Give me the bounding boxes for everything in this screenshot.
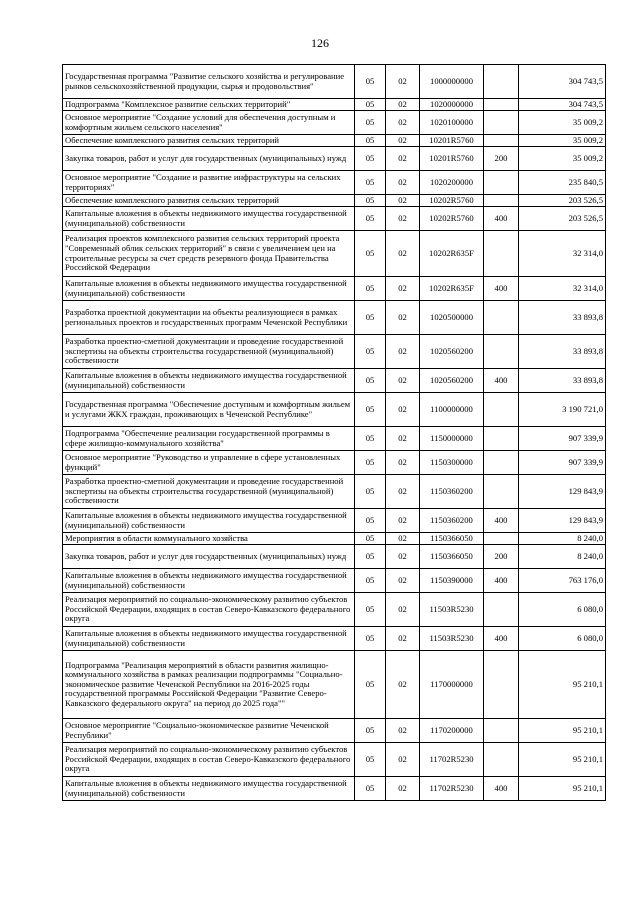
table-row — [63, 171, 606, 195]
row-target-article: 1000000000 — [420, 65, 484, 99]
row-section: 05 — [355, 207, 386, 231]
row-name: Государственная программа "Обеспечение доступным и комфортным жильем и услугами ЖКХ граждан, проживающих в Чеченской Республике" — [63, 393, 355, 427]
row-target-article: 1150390000 — [420, 569, 484, 593]
row-amount: 35 009,2 — [519, 135, 606, 147]
table-row — [63, 427, 606, 451]
row-expense-type: 200 — [484, 545, 519, 569]
row-section: 05 — [355, 719, 386, 743]
row-section: 05 — [355, 301, 386, 335]
row-amount: 304 743,5 — [519, 65, 606, 99]
table-row — [63, 777, 606, 801]
row-subsection: 02 — [386, 427, 420, 451]
row-target-article: 10202R5760 — [420, 207, 484, 231]
row-name: Капитальные вложения в объекты недвижимого имущества государственной (муниципальной) собственности — [63, 569, 355, 593]
table-row — [63, 231, 606, 277]
row-subsection: 02 — [386, 335, 420, 369]
row-target-article: 1100000000 — [420, 393, 484, 427]
row-amount: 33 893,8 — [519, 369, 606, 393]
table-row — [63, 393, 606, 427]
table-row — [63, 651, 606, 719]
table-row — [63, 369, 606, 393]
row-amount: 129 843,9 — [519, 509, 606, 533]
row-amount: 203 526,5 — [519, 195, 606, 207]
row-amount: 33 893,8 — [519, 335, 606, 369]
table-row — [63, 195, 606, 207]
row-expense-type — [484, 393, 519, 427]
row-subsection: 02 — [386, 475, 420, 509]
table-row — [63, 509, 606, 533]
row-expense-type — [484, 111, 519, 135]
row-amount: 907 339,9 — [519, 427, 606, 451]
row-expense-type: 400 — [484, 777, 519, 801]
row-name: Основное мероприятие "Руководство и управление в сфере установленных функций" — [63, 451, 355, 475]
row-section: 05 — [355, 533, 386, 545]
row-name: Подпрограмма "Обеспечение реализации государственной программы в сфере жилищно-коммунального хозяйства" — [63, 427, 355, 451]
row-target-article: 1170200000 — [420, 719, 484, 743]
row-target-article: 1150300000 — [420, 451, 484, 475]
row-subsection: 02 — [386, 65, 420, 99]
table-row — [63, 147, 606, 171]
row-name: Реализация мероприятий по социально-экономическому развитию субъектов Российской Федерации, входящих в состав Северо-Кавказского федерального округа — [63, 593, 355, 627]
row-target-article: 1150000000 — [420, 427, 484, 451]
row-subsection: 02 — [386, 207, 420, 231]
row-expense-type — [484, 427, 519, 451]
row-amount: 33 893,8 — [519, 301, 606, 335]
row-subsection: 02 — [386, 509, 420, 533]
table-row — [63, 135, 606, 147]
row-target-article: 10202R635F — [420, 277, 484, 301]
budget-table — [62, 64, 606, 801]
row-expense-type: 400 — [484, 569, 519, 593]
row-expense-type — [484, 651, 519, 719]
row-name: Обеспечение комплексного развития сельских территорий — [63, 135, 355, 147]
row-expense-type — [484, 475, 519, 509]
row-amount: 304 743,5 — [519, 99, 606, 111]
row-name: Капитальные вложения в объекты недвижимого имущества государственной (муниципальной) собственности — [63, 627, 355, 651]
row-section: 05 — [355, 393, 386, 427]
table-row — [63, 475, 606, 509]
row-expense-type — [484, 99, 519, 111]
table-row — [63, 569, 606, 593]
row-expense-type — [484, 719, 519, 743]
row-section: 05 — [355, 569, 386, 593]
table-row — [63, 451, 606, 475]
row-subsection: 02 — [386, 301, 420, 335]
row-target-article: 1150366050 — [420, 545, 484, 569]
row-name: Разработка проектно-сметной документации и проведение государственной экспертизы на объекты строительства государственной (муниципальной) собственности — [63, 475, 355, 509]
table-row — [63, 111, 606, 135]
table-row — [63, 99, 606, 111]
row-section: 05 — [355, 147, 386, 171]
row-amount: 32 314,0 — [519, 277, 606, 301]
row-target-article: 1020100000 — [420, 111, 484, 135]
row-name: Капитальные вложения в объекты недвижимого имущества государственной (муниципальной) собственности — [63, 777, 355, 801]
row-amount: 235 840,5 — [519, 171, 606, 195]
row-target-article: 1020560200 — [420, 335, 484, 369]
row-expense-type: 400 — [484, 277, 519, 301]
table-row — [63, 593, 606, 627]
row-expense-type: 400 — [484, 207, 519, 231]
table-row — [63, 65, 606, 99]
row-section: 05 — [355, 99, 386, 111]
row-amount: 32 314,0 — [519, 231, 606, 277]
row-section: 05 — [355, 369, 386, 393]
row-target-article: 10202R5760 — [420, 195, 484, 207]
row-subsection: 02 — [386, 99, 420, 111]
row-name: Капитальные вложения в объекты недвижимого имущества государственной (муниципальной) собственности — [63, 509, 355, 533]
budget-table-body — [63, 65, 606, 801]
row-subsection: 02 — [386, 627, 420, 651]
row-name: Обеспечение комплексного развития сельских территорий — [63, 195, 355, 207]
row-subsection: 02 — [386, 743, 420, 777]
table-row — [63, 277, 606, 301]
row-name: Закупка товаров, работ и услуг для государственных (муниципальных) нужд — [63, 545, 355, 569]
row-name: Реализация проектов комплексного развития сельских территорий проекта "Современный облик сельских территорий" в связи с увеличением цен на строительные ресурсы за счет средств резервного фонда Правительства Российской Федерации — [63, 231, 355, 277]
table-row — [63, 743, 606, 777]
row-name: Капитальные вложения в объекты недвижимого имущества государственной (муниципальной) собственности — [63, 207, 355, 231]
row-target-article: 1020000000 — [420, 99, 484, 111]
row-expense-type — [484, 335, 519, 369]
row-section: 05 — [355, 277, 386, 301]
row-subsection: 02 — [386, 569, 420, 593]
row-amount: 6 080,0 — [519, 593, 606, 627]
row-section: 05 — [355, 335, 386, 369]
row-target-article: 11503R5230 — [420, 593, 484, 627]
row-subsection: 02 — [386, 195, 420, 207]
table-row — [63, 627, 606, 651]
row-expense-type: 400 — [484, 509, 519, 533]
row-section: 05 — [355, 111, 386, 135]
row-target-article: 1020500000 — [420, 301, 484, 335]
row-section: 05 — [355, 651, 386, 719]
row-subsection: 02 — [386, 593, 420, 627]
row-amount: 95 210,1 — [519, 777, 606, 801]
row-amount: 907 339,9 — [519, 451, 606, 475]
row-subsection: 02 — [386, 545, 420, 569]
row-target-article: 1020560200 — [420, 369, 484, 393]
row-target-article: 1020200000 — [420, 171, 484, 195]
row-amount: 95 210,1 — [519, 719, 606, 743]
row-amount: 203 526,5 — [519, 207, 606, 231]
row-section: 05 — [355, 195, 386, 207]
row-target-article: 10201R5760 — [420, 147, 484, 171]
row-section: 05 — [355, 593, 386, 627]
row-target-article: 11702R5230 — [420, 777, 484, 801]
row-expense-type — [484, 231, 519, 277]
row-subsection: 02 — [386, 277, 420, 301]
row-expense-type — [484, 135, 519, 147]
row-amount: 8 240,0 — [519, 533, 606, 545]
row-section: 05 — [355, 65, 386, 99]
row-target-article: 1150360200 — [420, 509, 484, 533]
table-row — [63, 335, 606, 369]
row-name: Реализация мероприятий по социально-экономическому развитию субъектов Российской Федерации, входящих в состав Северо-Кавказского федерального округа — [63, 743, 355, 777]
row-amount: 95 210,1 — [519, 743, 606, 777]
table-row — [63, 545, 606, 569]
row-section: 05 — [355, 743, 386, 777]
row-subsection: 02 — [386, 147, 420, 171]
table-row — [63, 719, 606, 743]
row-expense-type: 400 — [484, 627, 519, 651]
row-amount: 763 176,0 — [519, 569, 606, 593]
row-target-article: 1150360200 — [420, 475, 484, 509]
row-name: Подпрограмма "Комплексное развитие сельских территорий" — [63, 99, 355, 111]
row-subsection: 02 — [386, 393, 420, 427]
row-expense-type — [484, 171, 519, 195]
row-subsection: 02 — [386, 231, 420, 277]
row-name: Основное мероприятие "Создание и развитие инфраструктуры на сельских территориях" — [63, 171, 355, 195]
row-section: 05 — [355, 451, 386, 475]
row-amount: 95 210,1 — [519, 651, 606, 719]
row-expense-type — [484, 195, 519, 207]
row-target-article: 1170000000 — [420, 651, 484, 719]
row-expense-type — [484, 451, 519, 475]
row-name: Основное мероприятие "Социально-экономическое развитие Чеченской Республики" — [63, 719, 355, 743]
row-subsection: 02 — [386, 111, 420, 135]
row-target-article: 10201R5760 — [420, 135, 484, 147]
row-target-article: 1150366050 — [420, 533, 484, 545]
table-row — [63, 207, 606, 231]
row-section: 05 — [355, 231, 386, 277]
row-name: Капитальные вложения в объекты недвижимого имущества государственной (муниципальной) собственности — [63, 369, 355, 393]
row-amount: 35 009,2 — [519, 111, 606, 135]
row-subsection: 02 — [386, 719, 420, 743]
row-name: Подпрограмма "Реализация мероприятий в области развития жилищно-коммунального хозяйства в рамках реализации подпрограммы "Социально-экономическое развитие Чеченской Республики на 2016-2025 годы государственной программы Российской Федерации "Развитие Северо-Кавказского федерального округа" на период до 2025 года"" — [63, 651, 355, 719]
row-target-article: 11503R5230 — [420, 627, 484, 651]
row-amount: 6 080,0 — [519, 627, 606, 651]
page-number: 126 — [311, 36, 329, 50]
row-expense-type — [484, 533, 519, 545]
row-target-article: 10202R635F — [420, 231, 484, 277]
row-name: Разработка проектной документации на объекты реализующиеся в рамках региональных проектов и государственных программ Чеченской Республики — [63, 301, 355, 335]
row-subsection: 02 — [386, 171, 420, 195]
row-expense-type — [484, 65, 519, 99]
row-amount: 3 190 721,0 — [519, 393, 606, 427]
row-target-article: 11702R5230 — [420, 743, 484, 777]
table-row — [63, 533, 606, 545]
row-expense-type — [484, 301, 519, 335]
row-amount: 129 843,9 — [519, 475, 606, 509]
row-section: 05 — [355, 427, 386, 451]
row-section: 05 — [355, 509, 386, 533]
row-subsection: 02 — [386, 135, 420, 147]
row-subsection: 02 — [386, 451, 420, 475]
row-subsection: 02 — [386, 777, 420, 801]
row-section: 05 — [355, 545, 386, 569]
row-name: Основное мероприятие "Создание условий для обеспечения доступным и комфортным жильем сельского населения" — [63, 111, 355, 135]
row-name: Государственная программа "Развитие сельского хозяйства и регулирование рынков сельскохозяйственной продукции, сырья и продовольствия" — [63, 65, 355, 99]
row-expense-type — [484, 743, 519, 777]
table-row — [63, 301, 606, 335]
row-name: Разработка проектно-сметной документации и проведение государственной экспертизы на объекты строительства государственной (муниципальной) собственности — [63, 335, 355, 369]
row-section: 05 — [355, 135, 386, 147]
row-name: Закупка товаров, работ и услуг для государственных (муниципальных) нужд — [63, 147, 355, 171]
row-section: 05 — [355, 777, 386, 801]
row-amount: 8 240,0 — [519, 545, 606, 569]
row-subsection: 02 — [386, 369, 420, 393]
row-subsection: 02 — [386, 533, 420, 545]
row-section: 05 — [355, 627, 386, 651]
row-section: 05 — [355, 171, 386, 195]
row-amount: 35 009,2 — [519, 147, 606, 171]
row-section: 05 — [355, 475, 386, 509]
row-expense-type: 400 — [484, 369, 519, 393]
row-expense-type — [484, 593, 519, 627]
row-expense-type: 200 — [484, 147, 519, 171]
row-subsection: 02 — [386, 651, 420, 719]
row-name: Мероприятия в области коммунального хозяйства — [63, 533, 355, 545]
row-name: Капитальные вложения в объекты недвижимого имущества государственной (муниципальной) собственности — [63, 277, 355, 301]
